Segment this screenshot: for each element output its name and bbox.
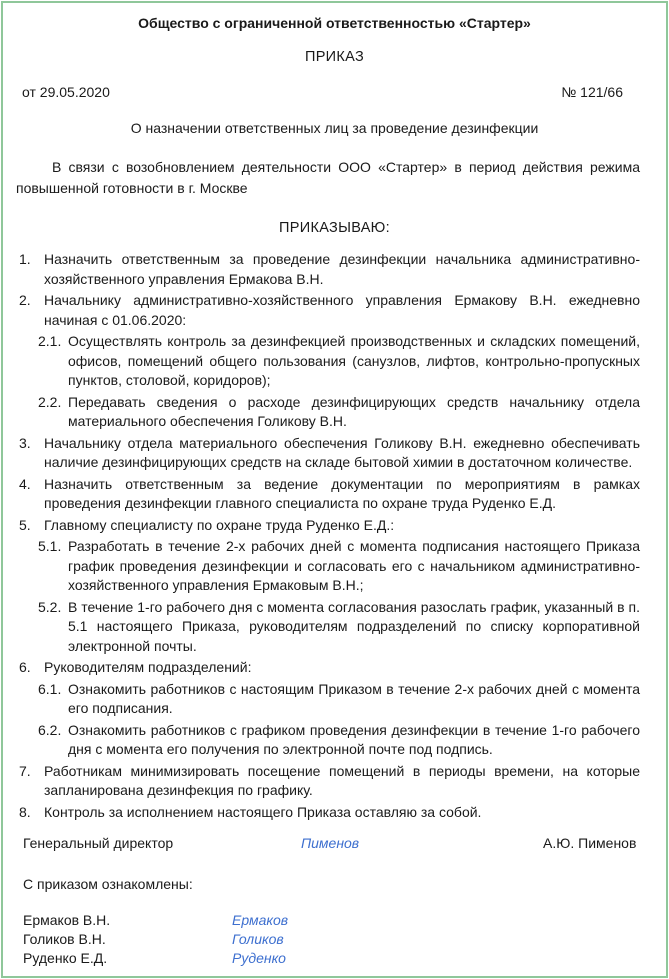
order-items-list [0,250,669,824]
item-number: 6.2. [38,721,62,738]
item-text: Контроль за исполнением настоящего Приказа оставляю за собой. [44,803,482,820]
item-number: 7. [19,762,31,779]
order-item [0,291,669,330]
order-subitem [0,598,669,657]
item-number: 6.1. [38,680,62,697]
order-subitem [0,332,669,391]
signatory-role: Генеральный директор [23,835,174,851]
order-item [0,762,669,801]
item-number: 5.1. [38,538,62,554]
ack-person-signature: Ермаков [232,912,289,928]
order-item [0,475,669,514]
order-item [0,434,669,473]
item-number: 6. [19,659,31,675]
item-number: 8. [19,803,31,820]
item-number: 4. [19,475,31,492]
item-number: 5.2. [38,598,62,615]
order-subject: О назначении ответственных лиц за проведение дезинфекции [130,120,539,136]
ack-person-name: Голиков В.Н. [23,931,106,947]
order-subitem [0,721,669,760]
organization-name: Общество с ограниченной ответственностью «Стартер» [138,15,531,31]
item-text: Руководителям подразделений: [44,659,252,675]
item-text: Назначить ответственным за проведение дезинфекции начальника административно-хозяйственного управления Ермакова В.Н. [44,251,640,287]
item-text: Работникам минимизировать посещение помещений в периоды времени, на которые запланирована дезинфекция по графику. [44,762,640,798]
order-subitem [0,393,669,432]
item-text: Начальнику отдела материального обеспечения Голикову В.Н. ежедневно обеспечивать наличие дезинфицирующих средств на складе бытовой химии в достаточном количестве. [44,434,640,470]
item-text: Осуществлять контроль за дезинфекцией производственных и складских помещений, офисов, помещений общего пользования (санузлов, лифтов, контрольно-пропускных пунктов, столовой, коридоров); [68,333,640,388]
order-item [0,803,669,823]
order-title: ПРИКАЗ [304,49,365,65]
acknowledgement-title: С приказом ознакомлены: [23,876,193,892]
acknowledgement-row [0,950,669,970]
order-number: № 121/66 [561,84,623,100]
ack-person-name: Руденко Е.Д. [23,950,108,966]
handwritten-signature: Пименов [301,835,360,851]
order-item [0,250,669,289]
order-item [0,516,669,536]
item-text: Ознакомить работников с настоящим Приказом в течение 2-х рабочих дней с момента его подписания. [68,680,640,716]
acknowledgement-row [0,912,669,932]
order-item [0,658,669,678]
intro-paragraph: В связи с возобновлением деятельности ООО «Стартер» в период действия режима повышенной готовности в г. Москве [16,159,640,196]
item-text: Главному специалисту по охране труда Руденко Е.Д.: [44,516,395,533]
item-text: Начальнику административно-хозяйственного управления Ермакову В.Н. ежедневно начиная с 01.06.2020: [44,292,640,328]
item-number: 2. [19,292,31,308]
item-text: В течение 1-го рабочего дня с момента согласования разослать график, указанный в п. 5.1 настоящего Приказа, руководителям подразделений по списку корпоративной электронной почты. [68,598,640,654]
item-number: 2.1. [38,333,62,349]
order-date: от 29.05.2020 [22,84,110,100]
item-number: 3. [19,434,31,451]
item-text: Передавать сведения о расходе дезинфицирующих средств начальнику отдела материального обеспечения Голикову В.Н. [68,393,640,429]
signatory-name: А.Ю. Пименов [543,835,637,851]
acknowledgement-row [0,931,669,951]
item-number: 2.2. [38,393,62,410]
item-text: Назначить ответственным за ведение документации по мероприятиям в рамках проведения дезинфекции главного специалиста по охране труда Руденко Е.Д. [44,475,640,511]
ack-person-name: Ермаков В.Н. [23,912,111,928]
command-heading: ПРИКАЗЫВАЮ: [279,220,390,236]
item-number: 1. [19,251,31,267]
order-subitem [0,680,669,719]
item-text: Разработать в течение 2-х рабочих дней с момента подписания настоящего Приказа график проведения дезинфекции и согласовать его с начальником административно-хозяйственного управления Ермаковым В.Н.; [68,538,640,593]
item-text: Ознакомить работников с графиком проведения дезинфекции в течение 1-го рабочего дня с момента его получения по электронной почте под подпись. [68,721,640,757]
order-subitem [0,537,669,596]
item-number: 5. [19,516,31,533]
ack-person-signature: Руденко [232,950,286,966]
ack-person-signature: Голиков [232,931,284,947]
